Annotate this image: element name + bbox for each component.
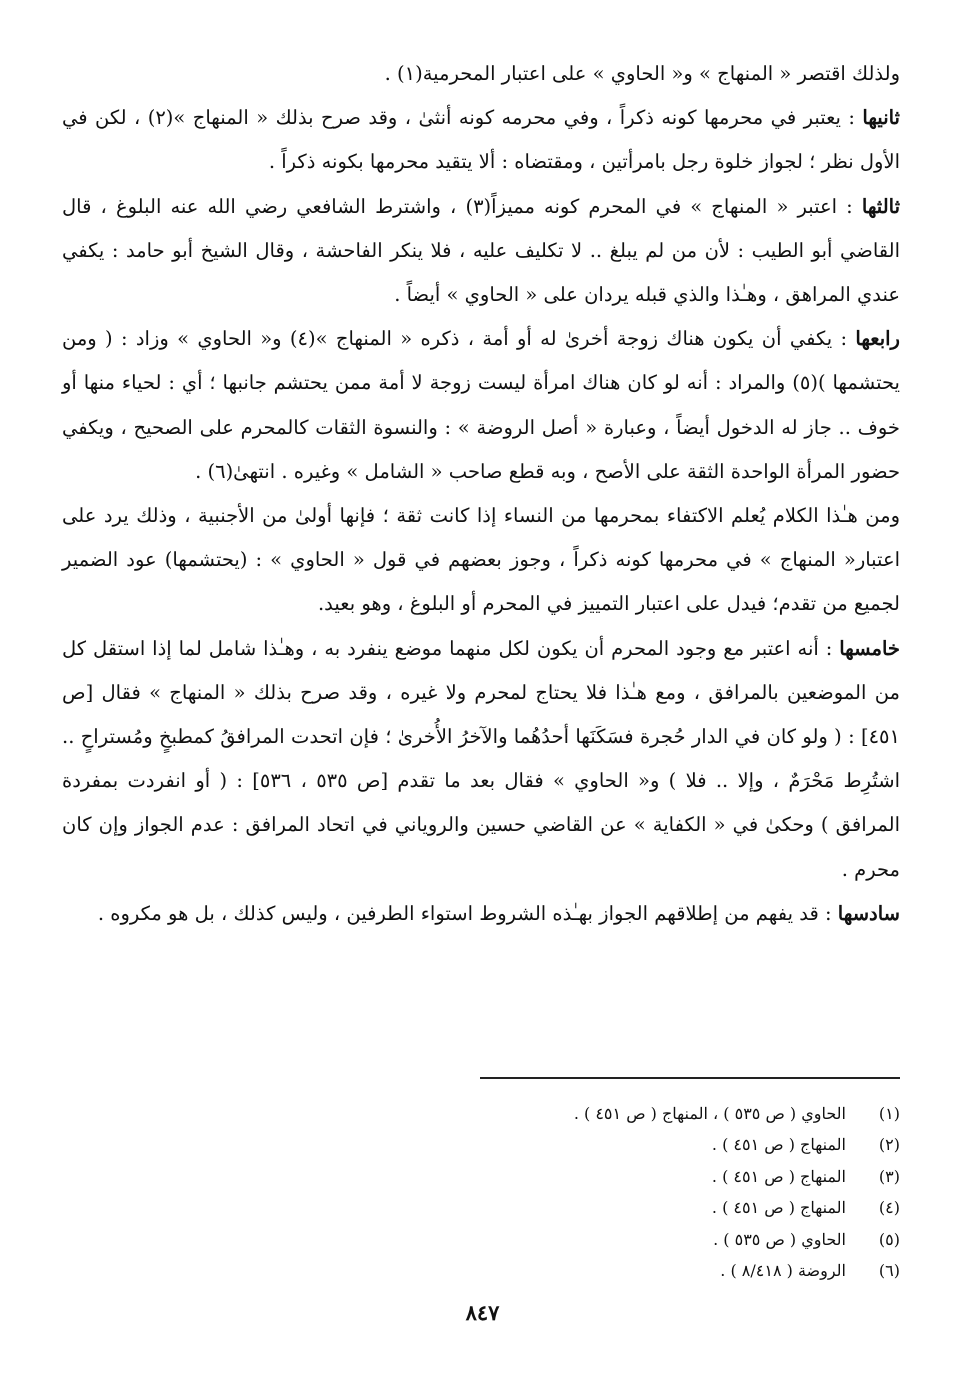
- paragraph-text: ومن هـٰذا الكلام يُعلم الاكتفاء بمحرمها من النساء إذا كانت ثقة ؛ فإنها أولىٰ من الأجنبية ، وذلك يرد على اعتبار« المنهاج » في محرمها كونه ذكراً ، وجوز بعضهم في قول « الحاوي » : (يحتشمها) عود الضمير لجميع من تقدم؛ فيدل على اعتبار التمييز في المحرم أو البلوغ ، وهو بعيد.: [62, 504, 900, 616]
- footnote-number: (٢): [878, 1135, 900, 1155]
- footnote-text: الروضة ( ٨/٤١٨ ) .: [720, 1261, 846, 1281]
- footnote-divider: [480, 1077, 900, 1079]
- paragraph-heading: ثالثها: [861, 194, 900, 218]
- footnote-number: (٥): [878, 1229, 900, 1249]
- paragraph-intro: [62, 52, 900, 96]
- paragraph-text: : اعتبر « المنهاج » في المحرم كونه مميزاً(٣) ، واشترط الشافعي رضي الله عنه البلوغ ، قال القاضي أبو الطيب : لأن من لم يبلغ .. لا تكليف عليه ، فلا ينكر الفاحشة ، وقال الشيخ أبو حامد : يكفي عندي المراهق ، وهـٰذا والذي قبله يردان على « الحاوي » أيضاً .: [62, 194, 900, 307]
- footnote-text: المنهاج ( ص ٤٥١ ) .: [711, 1135, 846, 1155]
- footnote-text: الحاوي ( ص ٥٣٥ ) .: [713, 1229, 846, 1249]
- footnote-number: (١): [878, 1104, 900, 1123]
- paragraph-text: : أنه اعتبر مع وجود المحرم أن يكون لكل منهما موضع ينفرد به ، وهـٰذا شامل لما إذا استقل كل من الموضعين بالمرافق ، ومع هـٰذا فلا يحتاج لمحرم ولا غيره ، وقد صرح بذلك « المنهاج » فقال [ص ٤٥١] : ( ولو كان في الدار حُجرة فسَكَنَها أحدُهُما والآخرُ الأُخرىٰ ؛ فإن اتحدت المرافقُ كمطبخٍ ومُستراحٍ .. اشتُرِط مَحْرَمٌ ، وإلا .. فلا ) و« الحاوي » فقال بعد ما تقدم [ص ٥٣٥ ، ٥٣٦] : ( أو انفردت بمفردة المرافق ) وحكىٰ في « الكفاية » عن القاضي حسين والروياني في اتحاد المرافق : عدم الجواز وإن كان محرم .: [62, 636, 901, 881]
- page-number: ٨٤٧: [465, 1300, 500, 1325]
- paragraph-text: : يكفي أن يكون هناك زوجة أخرىٰ له أو أمة ، ذكره « المنهاج »(٤) و« الحاوي » وزاد : ( ومن يحتشمها )(٥) والمراد : أنه لو كان هناك امرأة ليست زوجة لا أمة ممن يحتشم جانبها ؛ أي : لحياء منها أو خوف .. جاز له الدخول أيضاً ، وعبارة « أصل الروضة » : والنسوة الثقات كالمحرم على الصحيح ، ويكفي حضور المرأة الواحدة الثقة على الأصح ، وبه قطع صاحب « الشامل » وغيره . انتهىٰ(٦) .: [62, 327, 900, 483]
- paragraph-fifth: [62, 627, 900, 892]
- footnote: [300, 1161, 900, 1192]
- footnote-number: (٤): [878, 1198, 900, 1218]
- footnote: [300, 1255, 900, 1286]
- paragraph-heading: ثانيها: [862, 106, 900, 130]
- paragraph-third: [62, 185, 900, 318]
- paragraph-second: [62, 96, 900, 184]
- footnote-number: (٦): [878, 1261, 900, 1281]
- paragraph-heading: رابعها: [855, 327, 900, 351]
- paragraph-text: ولذلك اقتصر « المنهاج » و« الحاوي » على اعتبار المحرمية(١) .: [384, 62, 900, 85]
- paragraph-fourth: [62, 317, 900, 494]
- footnote-text: الحاوي ( ص ٥٣٥ ) ، المنهاج ( ص ٤٥١ ) .: [573, 1104, 846, 1123]
- main-text: [62, 52, 900, 936]
- footnote-text: المنهاج ( ص ٤٥١ ) .: [711, 1166, 846, 1186]
- paragraph-heading: خامسها: [839, 636, 900, 660]
- paragraph-text: : يعتبر في محرمها كونه ذكراً ، وفي محرمه كونه أنثىٰ ، وقد صرح بذلك « المنهاج »(٢) ، لكن في الأول نظر ؛ لجواز خلوة رجل بامرأتين ، ومقتضاه : ألا يتقيد محرمها بكونه ذكراً .: [62, 106, 900, 174]
- footnote: [300, 1224, 900, 1255]
- paragraph-text: : قد يفهم من إطلاقهم الجواز بهـٰذه الشروط استواء الطرفين ، وليس كذلك ، بل هو مكروه .: [97, 901, 838, 925]
- footnote: [300, 1192, 900, 1223]
- footnotes: [300, 1098, 900, 1286]
- footnote-text: المنهاج ( ص ٤٥١ ) .: [711, 1198, 846, 1218]
- paragraph-commentary: [62, 494, 900, 627]
- footnote-number: (٣): [878, 1166, 900, 1186]
- paragraph-heading: سادسها: [837, 901, 900, 925]
- paragraph-sixth: [62, 892, 900, 936]
- footnote: [300, 1098, 900, 1129]
- footnote: [300, 1129, 900, 1160]
